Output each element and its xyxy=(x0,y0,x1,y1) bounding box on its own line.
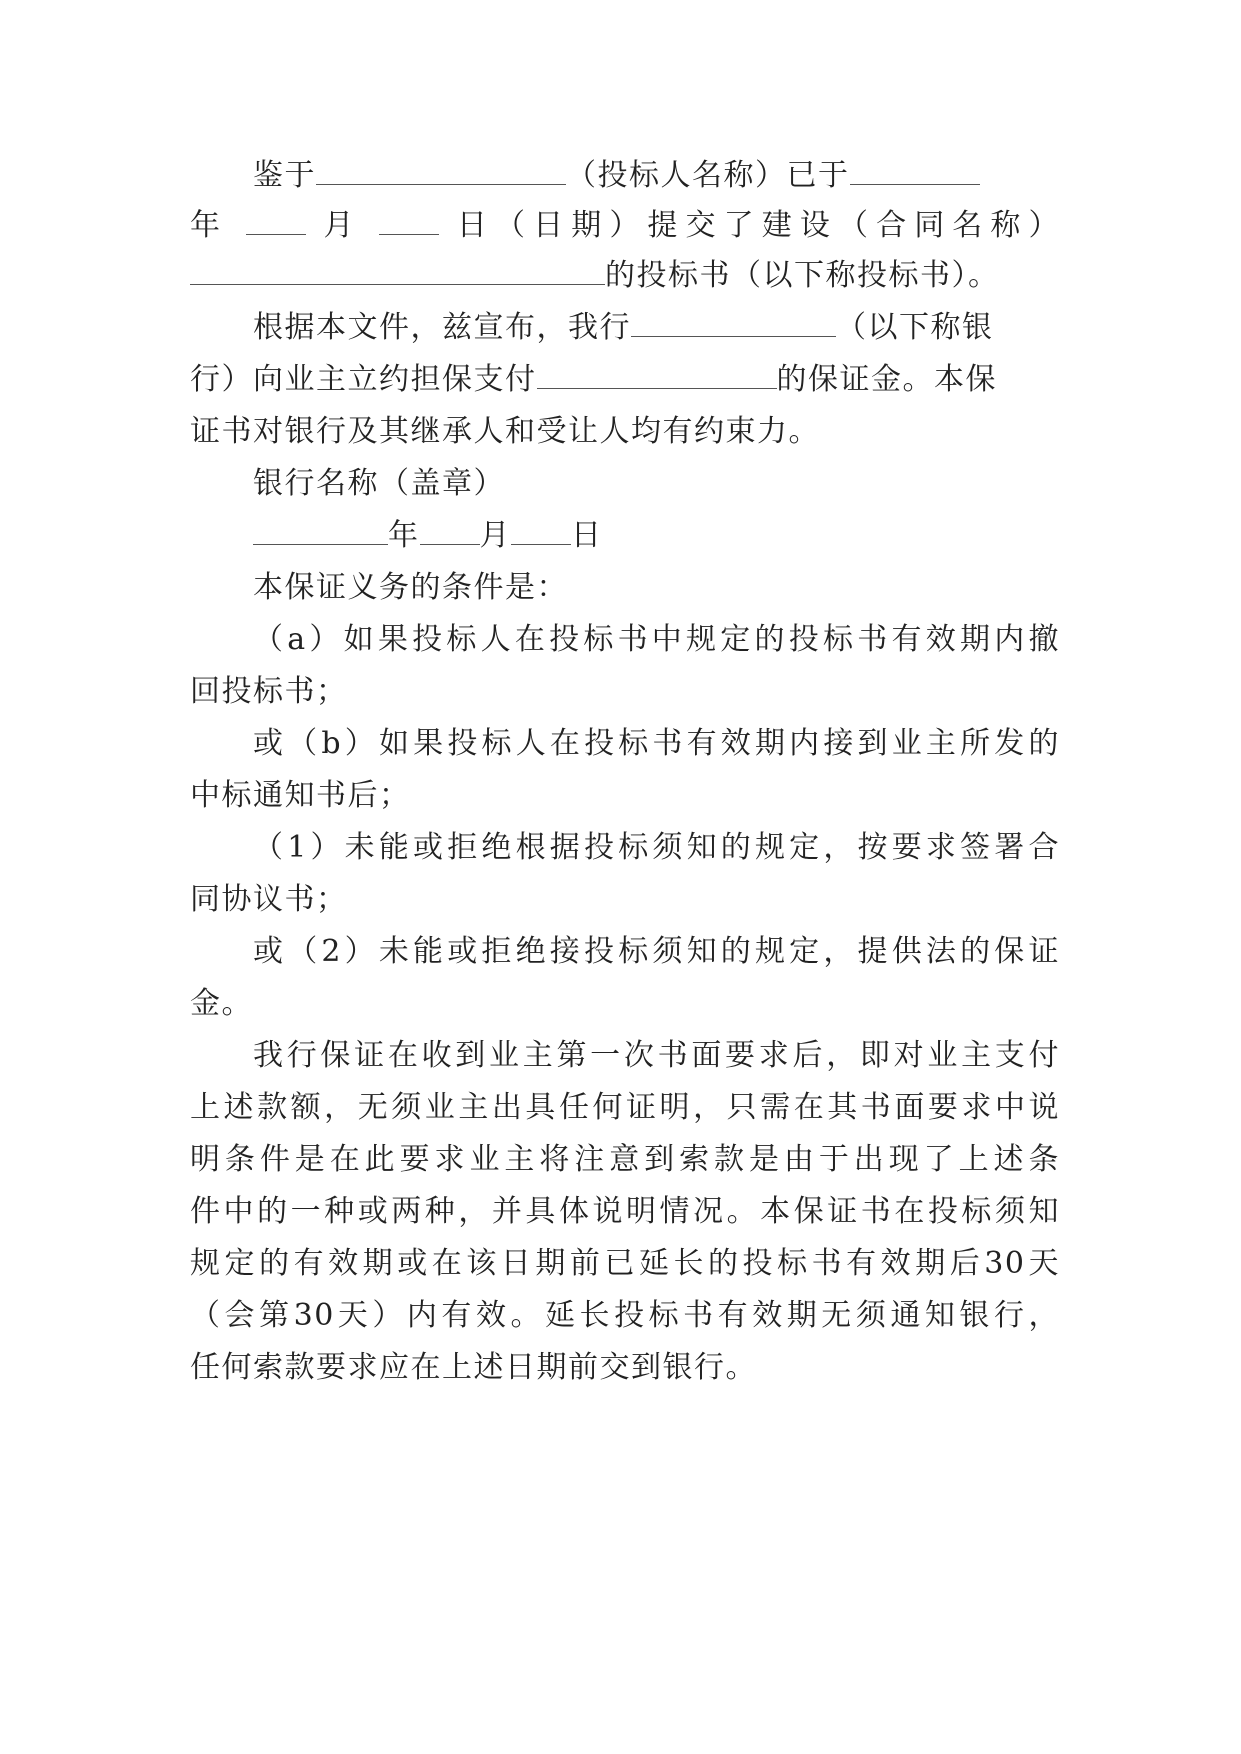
p1-line-2 xyxy=(190,206,1060,246)
year-blank xyxy=(850,156,980,185)
date-day-blank xyxy=(511,516,571,545)
date-month-blank xyxy=(420,516,480,545)
cond-2-line-2: 金。 xyxy=(190,986,253,1021)
final-line-5: 规定的有效期或在该日期前已延长的投标书有效期后30天 xyxy=(190,1246,1060,1281)
cond-1-line-2: 同协议书； xyxy=(190,882,348,917)
p2-line-3: 证书对银行及其继承人和受让人均有约束力。 xyxy=(190,414,820,449)
cond-2-line-1: 或（2）未能或拒绝接投标须知的规定，提供法的保证 xyxy=(253,934,1060,969)
p1-text-a: 鉴于 xyxy=(253,158,316,193)
final-line-3: 明条件是在此要求业主将注意到索款是由于出现了上述条 xyxy=(190,1142,1060,1177)
contract-name-blank xyxy=(190,256,605,285)
p1-year-label: 年 xyxy=(190,208,229,243)
cond-a-line-2: 回投标书； xyxy=(190,674,348,709)
p2-text-d: 的保证金。本保 xyxy=(776,362,997,397)
p1-line-1 xyxy=(253,156,1060,196)
p1-text-b: （投标人名称）已于 xyxy=(566,158,850,193)
bidder-name-blank xyxy=(316,156,566,185)
date-month-label: 月 xyxy=(479,518,511,553)
p2-line-1 xyxy=(253,308,1060,348)
final-line-1: 我行保证在收到业主第一次书面要求后，即对业主支付 xyxy=(253,1038,1060,1073)
final-line-4: 件中的一种或两种，并具体说明情况。本保证书在投标须知 xyxy=(190,1194,1060,1229)
bank-name-label: 银行名称（盖章） xyxy=(253,466,505,501)
bank-blank xyxy=(631,308,836,337)
cond-b-line-1: 或（b）如果投标人在投标书有效期内接到业主所发的 xyxy=(253,726,1060,761)
cond-b-line-2: 中标通知书后； xyxy=(190,778,411,813)
final-line-6: （会第30天）内有效。延长投标书有效期无须通知银行， xyxy=(190,1298,1060,1333)
p1-text-d: 的投标书（以下称投标书）。 xyxy=(605,258,1000,293)
p1-month-label: 月 xyxy=(323,208,362,243)
cond-1-line-1: （1）未能或拒绝根据投标须知的规定，按要求签署合 xyxy=(253,830,1060,865)
amount-blank xyxy=(537,360,777,389)
final-line-7: 任何索款要求应在上述日期前交到银行。 xyxy=(190,1350,757,1385)
day-blank xyxy=(379,206,439,235)
p2-text-a: 根据本文件，兹宣布，我行 xyxy=(253,310,631,345)
p1-line-3 xyxy=(190,256,1060,296)
cond-a-line-1: （a）如果投标人在投标书中规定的投标书有效期内撤 xyxy=(253,622,1060,657)
conditions-intro: 本保证义务的条件是： xyxy=(253,570,568,605)
date-day-label: 日 xyxy=(571,518,603,553)
p2-line-2 xyxy=(190,360,1060,400)
date-year-blank xyxy=(253,516,388,545)
month-blank xyxy=(246,206,306,235)
p2-text-b: （以下称银 xyxy=(836,310,994,345)
date-line xyxy=(253,516,1060,556)
p1-text-c: 日（日期）提交了建设（合同名称） xyxy=(456,208,1061,243)
date-year-label: 年 xyxy=(388,518,420,553)
p2-text-c: 行）向业主立约担保支付 xyxy=(190,362,537,397)
final-line-2: 上述款额，无须业主出具任何证明，只需在其书面要求中说 xyxy=(190,1090,1060,1125)
